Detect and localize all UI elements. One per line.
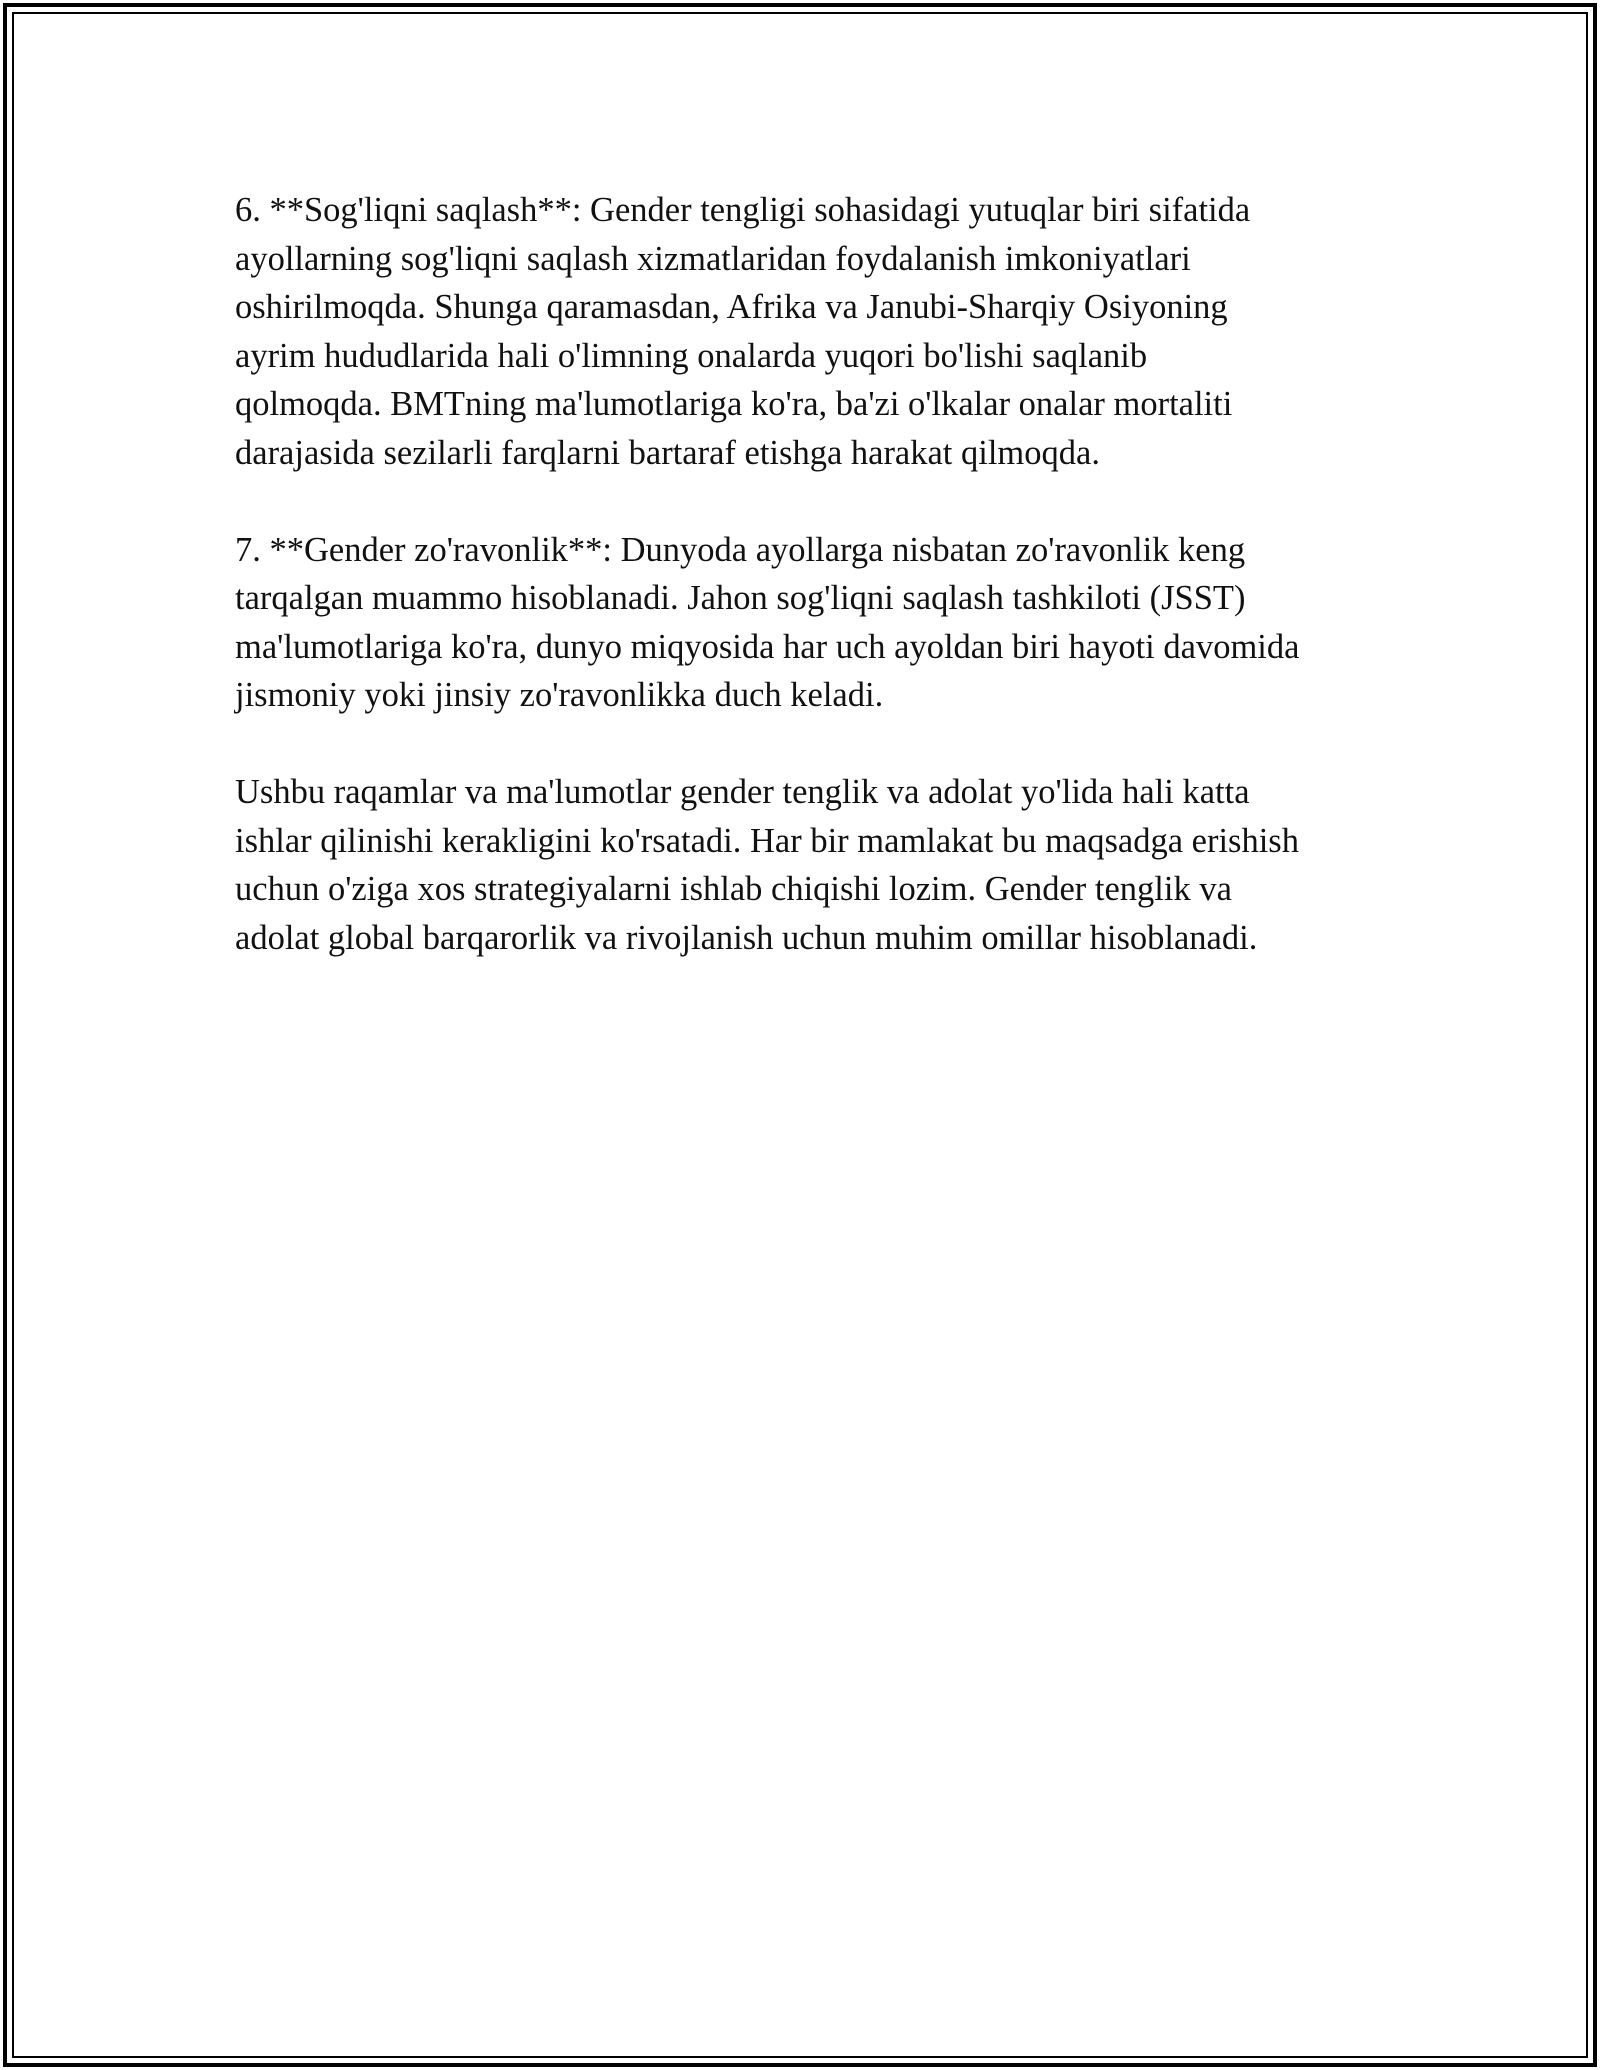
paragraph-conclusion: Ushbu raqamlar va ma'lumotlar gender tenglik va adolat yo'lida hali katta ishlar qilinishi kerakligini ko'rsatadi. Har bir mamlakat bu maqsadga erishish uchun o'ziga xos strategiyalarni ishlab chiqishi lozim. Gender tenglik va adolat global barqarorlik va rivojlanish uchun muhim omillar hisoblanadi. bbox=[235, 773, 1299, 957]
document-body bbox=[235, 186, 1385, 1011]
paragraph-gender-violence: 7. **Gender zo'ravonlik**: Dunyoda ayollarga nisbatan zo'ravonlik keng tarqalgan muammo hisoblanadi. Jahon sog'liqni saqlash tashkiloti (JSST) ma'lumotlariga ko'ra, dunyo miqyosida har uch ayoldan biri hayoti davomida jismoniy yoki jinsiy zo'ravonlikka duch keladi. bbox=[235, 530, 1300, 714]
paragraph-health: 6. **Sog'liqni saqlash**: Gender tengligi sohasidagi yutuqlar biri sifatida ayollarning sog'liqni saqlash xizmatlaridan foydalanish imkoniyatlari oshirilmoqda. Shunga qaramasdan, Afrika va Janubi-Sharqiy Osiyoning ayrim hududlarida hali o'limning onalarda yuqori bo'lishi saqlanib qolmoqda. BMTning ma'lumotlariga ko'ra, ba'zi o'lkalar onalar mortaliti darajasida sezilarli farqlarni bartaraf etishga harakat qilmoqda. bbox=[235, 191, 1251, 472]
